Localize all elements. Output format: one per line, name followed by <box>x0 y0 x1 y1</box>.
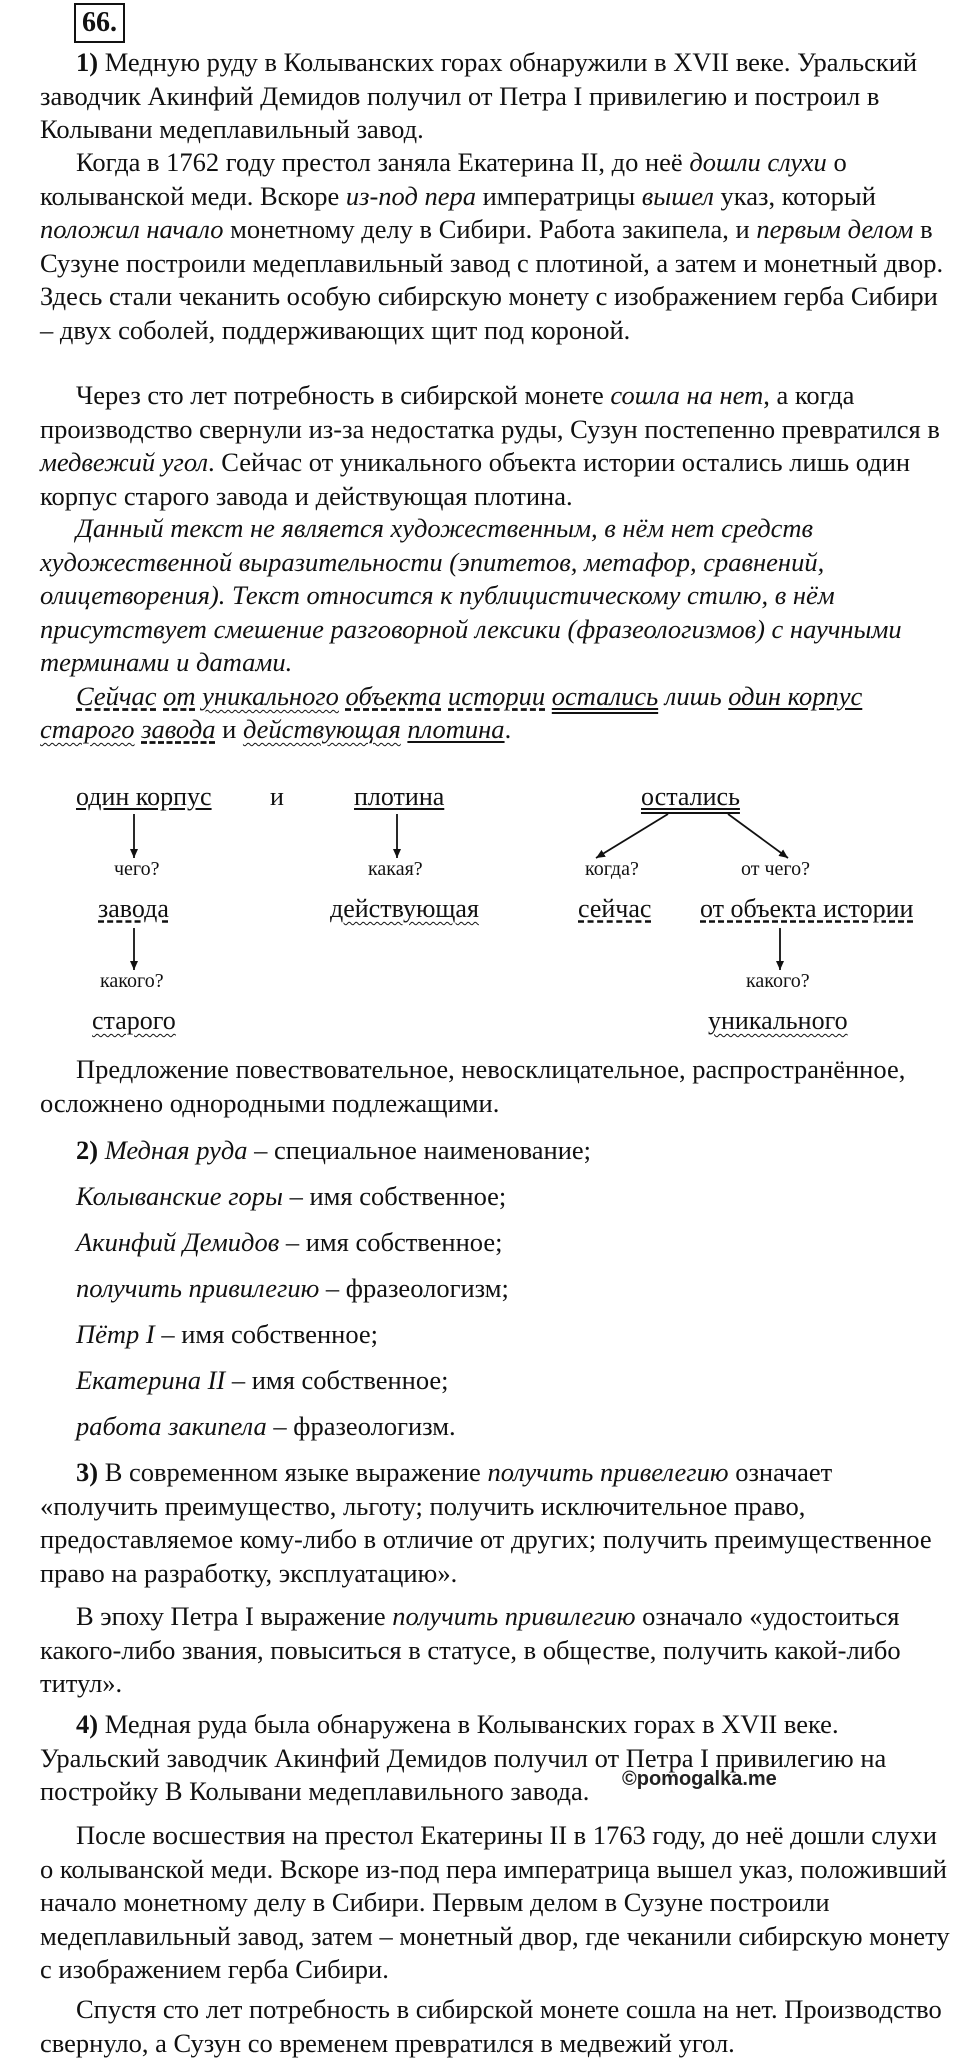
s3-paragraph-1: 3) В современном языке выражение получить привелегию означает «получить преимущество, льготу; получить исключительное право, предоставляемое кому-либо в отличие от других; получить преимущественное право на разработку, эксплуатацию». <box>40 1457 932 1588</box>
idiom-polozhil-nachalo: положил начало <box>40 214 224 244</box>
scheme-subj2: плотина <box>354 782 445 811</box>
idiom-iz-pod-pera: из-под пера <box>345 180 476 211</box>
parsed-sentence: Сейчас от уникального объекта истории остались лишь один корпус старого завода и действующая плотина. <box>40 681 863 744</box>
idiom-vyshel: вышел <box>641 180 714 211</box>
scheme-zavoda: завода <box>98 894 169 923</box>
scheme-pred: остались <box>641 782 740 811</box>
s4-label: 4) <box>76 1709 99 1739</box>
scheme-deystvuyushchaya: действующая <box>330 894 479 923</box>
ps-deystvuyushchaya: действующая <box>242 714 401 744</box>
ps-odin-korpus: один корпус <box>728 681 863 711</box>
s1-p1-text: Медную руду в Колыванских горах обнаружили в XVII веке. Уральский заводчик Акинфий Демидов получил от Петра I привилегию и построил в Колывани медеплавильный завод. <box>40 47 918 144</box>
s3-label: 3) <box>76 1457 99 1487</box>
s3-paragraph-2: В эпоху Петра I выражение получить привилегию означало «удостоиться какого-либо звания, повыситься в статусе, в обществе, получить какой-либо титул». <box>40 1601 901 1698</box>
s4-paragraph-3: Спустя сто лет потребность в сибирской монете сошла на нет. Производство свернуло, а Сузун со временем превратился в медвежий угол. <box>40 1994 942 2058</box>
s2-label: 2) <box>76 1135 99 1165</box>
idiom-pervym-delom: первым делом <box>756 214 914 244</box>
scheme-unikalnogo: уникального <box>708 1006 848 1035</box>
q-kogda: когда? <box>585 858 639 880</box>
s1-paragraph-1 <box>40 46 952 147</box>
scheme-starogo: старого <box>92 1006 176 1035</box>
ps-unikalnogo: уникального <box>202 681 339 711</box>
ps-obekta: объекта <box>345 681 442 711</box>
ps-ot: от <box>163 681 196 711</box>
ps-plotina: плотина <box>407 714 505 744</box>
scheme-subj1: один корпус <box>76 782 212 811</box>
s2-item-2: Колыванские горы – имя собственное; <box>76 1181 507 1211</box>
s1-analysis: Данный текст не является художественным, в нём нет средств художественной выразительности (эпитетов, метафор, сравнений, олицетворения). Текст относится к публицистическому стилю, в нём присутствует смешение разговорной лексики (фразеологизмов) с научными терминами и датами. <box>40 513 902 677</box>
scheme-conj: и <box>270 782 284 811</box>
ps-ostalis: остались <box>551 681 659 711</box>
s2-item-4: получить привилегию – фразеологизм; <box>76 1273 509 1303</box>
s1-paragraph-2: Когда в 1762 году престол заняла Екатерина II, до неё дошли слухи о колыванской меди. Вскоре из-под пера императрицы вышел указ, который положил начало монетному делу в Сибири. Работа закипела, и первым делом в Сузуне построили медеплавильный завод с плотиной, а затем и монетный двор. Здесь стали чеканить особую сибирскую монету с изображением герба Сибири – двух соболей, поддерживающих щит под короной. <box>40 147 944 345</box>
s2-item-6: Екатерина II – имя собственное; <box>76 1365 449 1395</box>
arrow-ostalis-ot-obekta <box>728 814 788 858</box>
task-number: 66. <box>74 3 125 43</box>
idiom-medvezhiy-ugol: медвежий угол <box>40 447 209 477</box>
ps-lish: лишь <box>664 681 722 711</box>
idiom-doshli-sluhi: дошли слухи <box>689 147 827 177</box>
q-kakogo-1: какого? <box>100 970 164 992</box>
ps-starogo: старого <box>40 714 135 744</box>
q-chego: чего? <box>114 858 160 880</box>
s2-item-1: 2) Медная руда – специальное наименование; <box>76 1135 592 1165</box>
arrow-ostalis-seychas <box>596 814 668 858</box>
q-kakogo-2: какого? <box>746 970 810 992</box>
s1-paragraph-3: Через сто лет потребность в сибирской монете сошла на нет, а когда производство свернули из-за недостатка руды, Сузун постепенно превратился в медвежий угол. Сейчас от уникального объекта истории остались лишь один корпус старого завода и действующая плотина. <box>40 380 940 511</box>
s2-item-5: Пётр I – имя собственное; <box>76 1319 379 1349</box>
scheme-ot-obekta: от объекта истории <box>700 894 914 923</box>
ps-i: и <box>222 714 237 744</box>
s1-characteristic: Предложение повествовательное, невосклицательное, распространённое, осложнено однородными подлежащими. <box>40 1054 906 1118</box>
ps-istorii: истории <box>448 681 546 711</box>
watermark: ©pomogalka.me <box>622 1768 777 1790</box>
idiom-soshla-na-net: сошла на нет <box>610 380 764 410</box>
s2-item-7: работа закипела – фразеологизм. <box>76 1411 456 1441</box>
scheme-seychas: сейчас <box>578 894 652 923</box>
s4-paragraph-1: 4) Медная руда была обнаружена в Колыванских горах в XVII веке. Уральский заводчик Акинфий Демидов получил от Петра I привилегию на постройку В Колывани медеплавильного завода. <box>40 1709 887 1806</box>
q-ot-chego: от чего? <box>741 858 810 880</box>
q-kakaya: какая? <box>368 858 423 880</box>
s1-label: 1) <box>76 47 99 77</box>
ps-zavoda: завода <box>141 714 216 744</box>
ps-seychas: Сейчас <box>76 681 157 711</box>
s2-item-3: Акинфий Демидов – имя собственное; <box>76 1227 503 1257</box>
s4-paragraph-2: После восшествия на престол Екатерины II в 1763 году, до неё дошли слухи о колыванской меди. Вскоре из-под пера императрица вышел указ, положивший начало монетному делу в Сибири. Первым делом в Сузуне построили медеплавильный завод, затем – монетный двор, где чеканили сибирскую монету с изображением герба Сибири. <box>40 1820 950 1984</box>
syntax-scheme <box>0 770 960 1080</box>
